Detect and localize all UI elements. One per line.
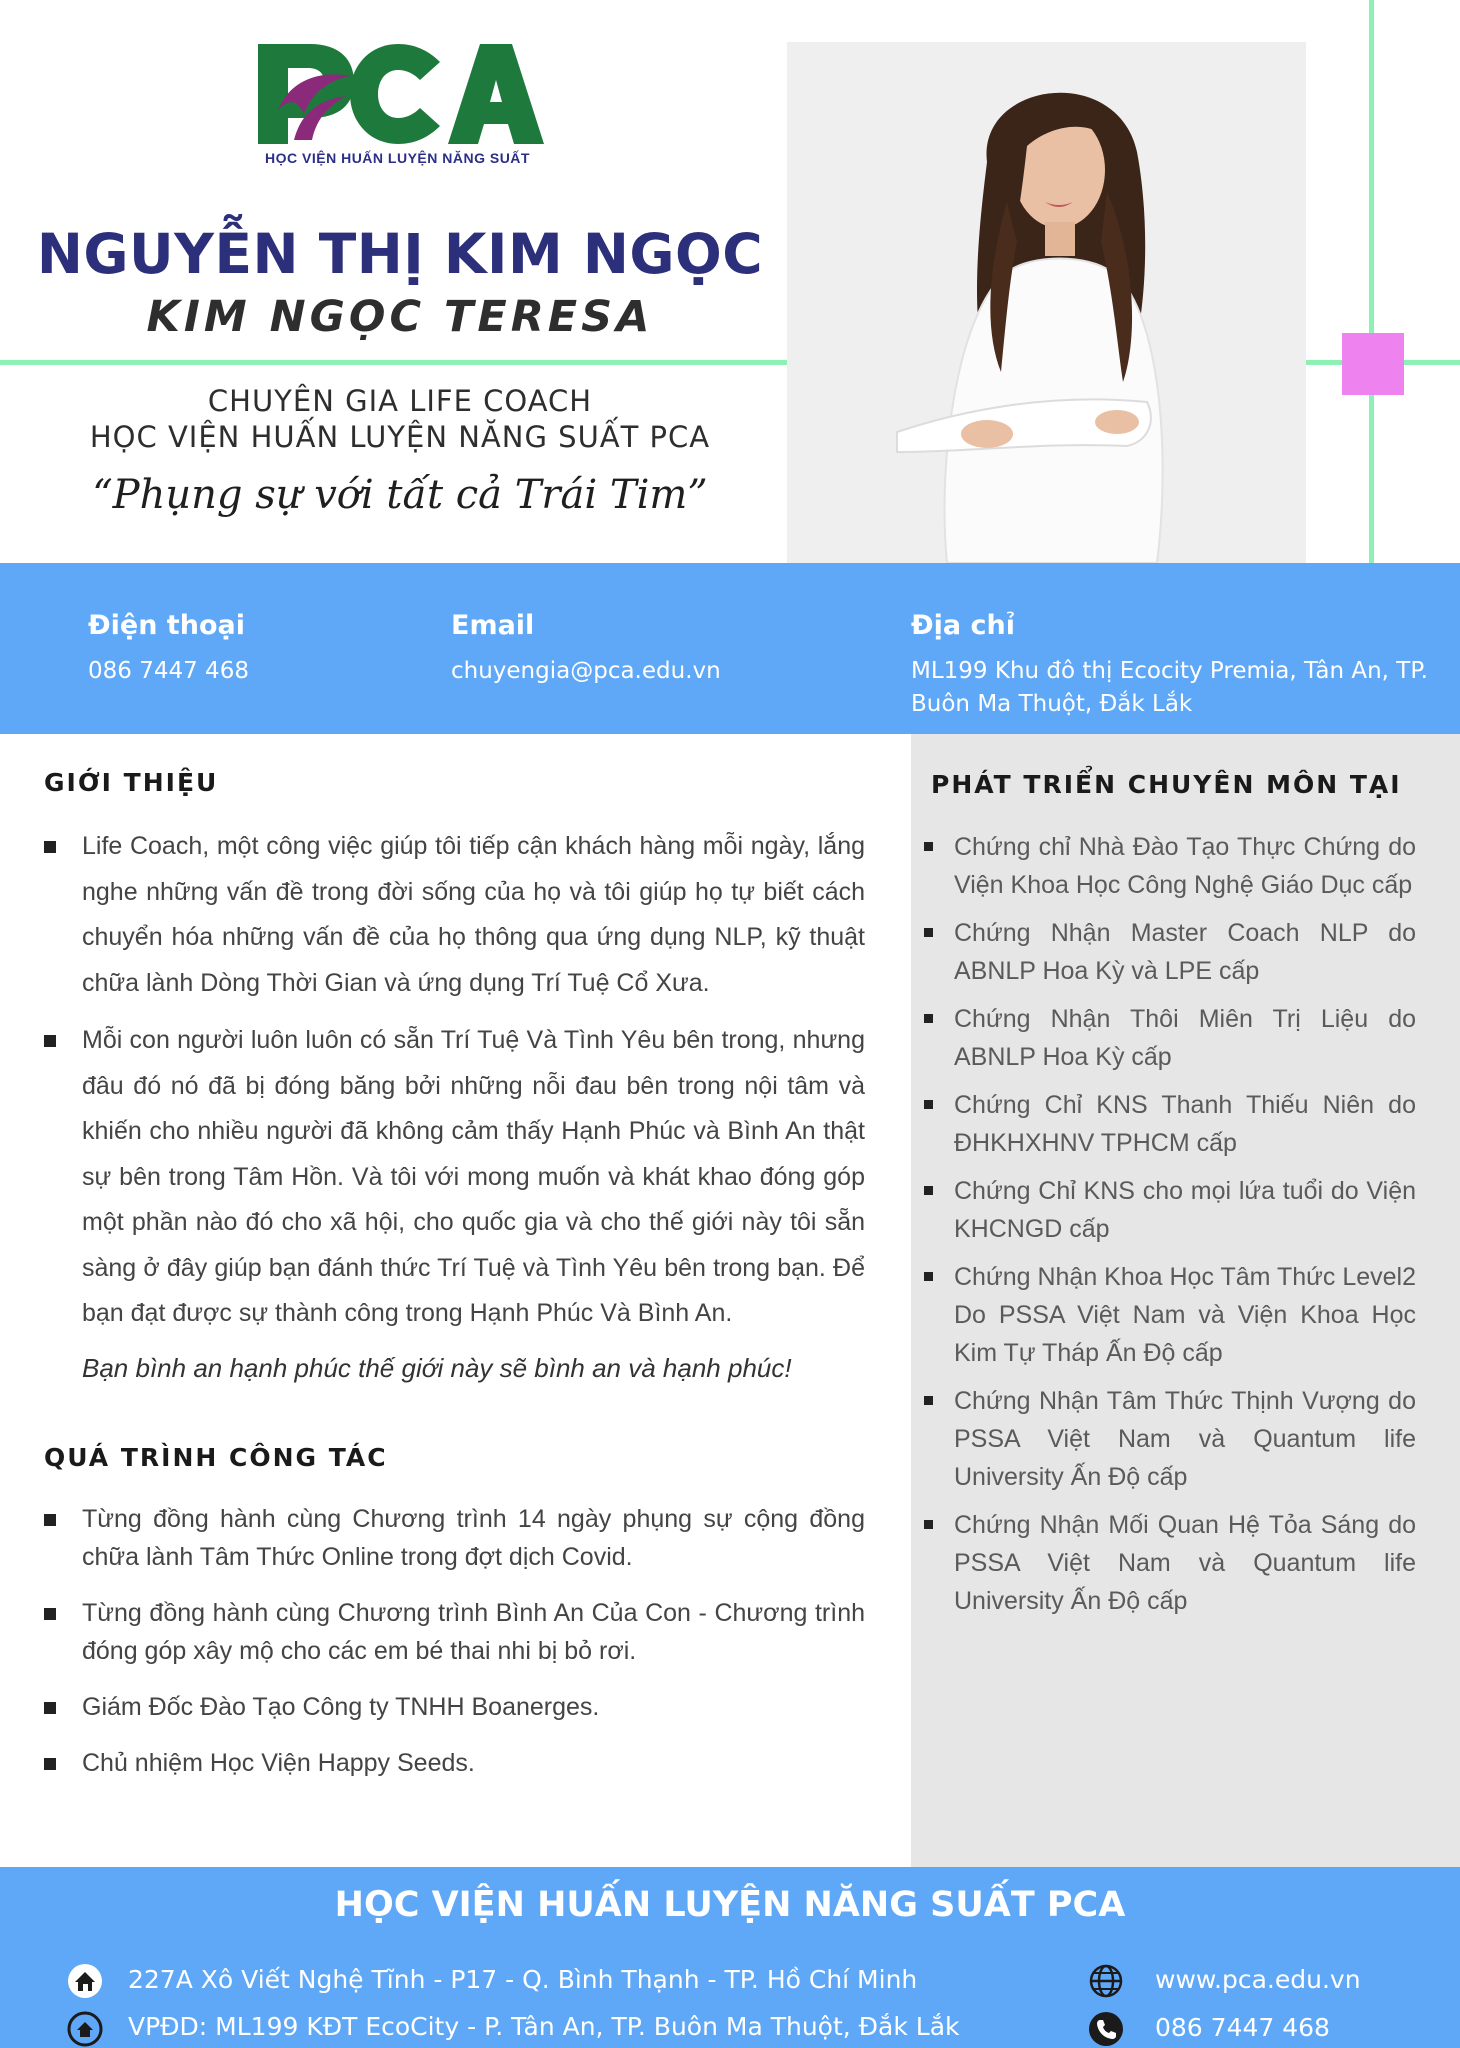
- work-text: Từng đồng hành cùng Chương trình 14 ngày phụng sự cộng đồng chữa lành Tâm Thức Online trong đợt dịch Covid.: [82, 1505, 865, 1571]
- home-circle-icon: [67, 2011, 103, 2047]
- intro-text: Life Coach, một công việc giúp tôi tiếp cận khách hàng mỗi ngày, lắng nghe những vấn đề trong đời sống của họ và tôi giúp họ tự biết cách chuyển hóa những vấn đề của họ thông qua ứng dụng NLP, kỹ thuật chữa lành Dòng Thời Gian và ứng dụng Trí Tuệ Cổ Xưa.: [82, 832, 865, 997]
- bullet-square: [44, 1758, 56, 1770]
- list-item: [44, 1500, 865, 1576]
- footer: [0, 1867, 1460, 2048]
- list-item: [44, 1018, 865, 1337]
- bullet-square: [44, 841, 56, 853]
- phone-value: 086 7447 468: [88, 658, 249, 684]
- bullet-square: [924, 1396, 933, 1405]
- footer-address-office: VPĐD: ML199 KĐT EcoCity - P. Tân An, TP. Buôn Ma Thuột, Đắk Lắk: [128, 2012, 960, 2041]
- list-item: [924, 828, 1416, 904]
- email-value: chuyengia@pca.edu.vn: [451, 658, 721, 684]
- cert-text: Chứng Chỉ KNS Thanh Thiếu Niên do ĐHKHXHNV TPHCM cấp: [954, 1091, 1416, 1157]
- bullet-square: [44, 1608, 56, 1620]
- cert-text: Chứng Nhận Master Coach NLP do ABNLP Hoa Kỳ và LPE cấp: [954, 919, 1416, 985]
- logo-caption: HỌC VIỆN HUẤN LUYỆN NĂNG SUẤT: [265, 150, 530, 166]
- address-label: Địa chỉ: [911, 610, 1015, 641]
- address-value: ML199 Khu đô thị Ecocity Premia, Tân An, TP. Buôn Ma Thuột, Đắk Lắk: [911, 658, 1428, 717]
- cert-text: Chứng Nhận Mối Quan Hệ Tỏa Sáng do PSSA Việt Nam và Quantum life University Ấn Độ cấp: [954, 1511, 1416, 1615]
- intro-list: [44, 824, 865, 1349]
- role-title: CHUYÊN GIA LIFE COACH: [207, 384, 593, 418]
- contact-band: [0, 563, 1460, 734]
- footer-title: HỌC VIỆN HUẤN LUYỆN NĂNG SUẤT PCA: [334, 1885, 1126, 1925]
- certs-section-title: PHÁT TRIỂN CHUYÊN MÔN TẠI: [931, 770, 1402, 799]
- email-label: Email: [451, 610, 535, 641]
- bullet-square: [924, 1186, 933, 1195]
- bullet-square: [924, 1272, 933, 1281]
- bullet-square: [44, 1035, 56, 1047]
- list-item: [924, 1258, 1416, 1372]
- bullet-square: [924, 928, 933, 937]
- intro-text: Mỗi con người luôn luôn có sẵn Trí Tuệ Và Tình Yêu bên trong, nhưng đâu đó nó đã bị đóng băng bởi những nỗi đau bên trong nội tâm và khiến cho nhiều người đã không cảm thấy Hạnh Phúc và Bình An thật sự bên trong Tâm Hồn. Và tôi với mong muốn và khát khao đóng góp một phần nào đó cho xã hội, cho quốc gia và cho thế giới này tôi sẵn sàng ở đây giúp bạn đánh thức Trí Tuệ và Tình Yêu bên trong bạn. Để bạn đạt được sự thành công trong Hạnh Phúc Và Bình An.: [82, 1026, 865, 1327]
- bullet-square: [924, 1100, 933, 1109]
- decorative-pink-square: [1342, 333, 1404, 395]
- bullet-square: [44, 1702, 56, 1714]
- list-item: [924, 1000, 1416, 1076]
- phone-icon: [1088, 2011, 1124, 2047]
- cert-text: Chứng chỉ Nhà Đào Tạo Thực Chứng do Viện Khoa Học Công Nghệ Giáo Dục cấp: [954, 833, 1416, 899]
- work-text: Chủ nhiệm Học Viện Happy Seeds.: [82, 1749, 475, 1777]
- work-text: Giám Đốc Đào Tạo Công ty TNHH Boanerges.: [82, 1693, 600, 1721]
- organization-title: HỌC VIỆN HUẤN LUYỆN NĂNG SUẤT PCA: [89, 420, 711, 454]
- person-name: NGUYỄN THỊ KIM NGỌC: [36, 222, 764, 286]
- cert-text: Chứng Nhận Thôi Miên Trị Liệu do ABNLP Hoa Kỳ cấp: [954, 1005, 1416, 1071]
- person-alias: KIM NGỌC TERESA: [146, 292, 654, 342]
- work-section-title: QUÁ TRÌNH CÔNG TÁC: [44, 1443, 388, 1472]
- work-text: Từng đồng hành cùng Chương trình Bình An Của Con - Chương trình đóng góp xây mộ cho các em bé thai nhi bị bỏ rơi.: [82, 1599, 865, 1665]
- bullet-square: [924, 842, 933, 851]
- decorative-vertical-line: [1369, 0, 1374, 563]
- portrait-photo: [787, 42, 1306, 563]
- list-item: [44, 1744, 865, 1782]
- list-item: [44, 824, 865, 1006]
- globe-icon: [1088, 1963, 1124, 1999]
- cert-text: Chứng Chỉ KNS cho mọi lứa tuổi do Viện KHCNGD cấp: [954, 1177, 1416, 1243]
- cert-text: Chứng Nhận Khoa Học Tâm Thức Level2 Do PSSA Việt Nam và Viện Khoa Học Kim Tự Tháp Ấn Độ cấp: [954, 1263, 1416, 1367]
- list-item: [924, 1086, 1416, 1162]
- footer-website: www.pca.edu.vn: [1155, 1965, 1361, 1994]
- footer-address-main: 227A Xô Viết Nghệ Tĩnh - P17 - Q. Bình Thạnh - TP. Hồ Chí Minh: [128, 1965, 918, 1994]
- pca-logo: [250, 40, 545, 170]
- list-item: [924, 1506, 1416, 1620]
- list-item: [44, 1594, 865, 1670]
- pca-logo-mark: [250, 40, 545, 148]
- list-item: [924, 1172, 1416, 1248]
- portrait-illustration: [787, 42, 1306, 563]
- phone-label: Điện thoại: [88, 610, 245, 641]
- home-icon: [67, 1963, 103, 1999]
- bullet-square: [44, 1514, 56, 1526]
- list-item: [924, 1382, 1416, 1496]
- intro-quote: Bạn bình an hạnh phúc thế giới này sẽ bình an và hạnh phúc!: [82, 1353, 792, 1383]
- list-item: [44, 1688, 865, 1726]
- bullet-square: [924, 1520, 933, 1529]
- list-item: [924, 914, 1416, 990]
- bullet-square: [924, 1014, 933, 1023]
- motto: “Phụng sự với tất cả Trái Tim”: [92, 472, 708, 518]
- intro-section-title: GIỚI THIỆU: [44, 768, 219, 797]
- work-list: [44, 1500, 865, 1800]
- certs-list: [924, 828, 1416, 1630]
- footer-phone: 086 7447 468: [1155, 2013, 1330, 2042]
- header: [0, 0, 1460, 563]
- cert-text: Chứng Nhận Tâm Thức Thịnh Vượng do PSSA Việt Nam và Quantum life University Ấn Độ cấp: [954, 1387, 1416, 1491]
